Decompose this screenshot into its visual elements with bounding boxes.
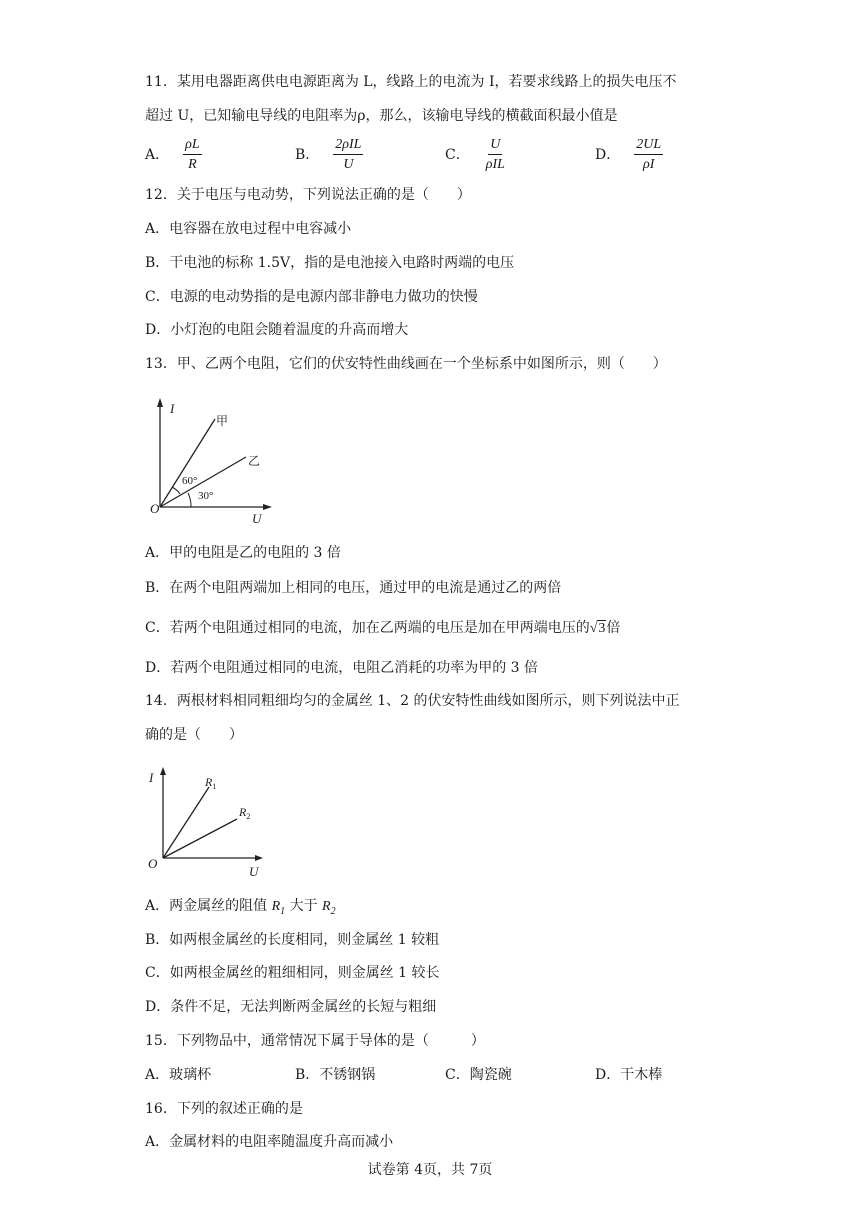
fraction bbox=[183, 136, 202, 173]
q13-option-b: B．在两个电阻两端加上相同的电压，通过甲的电流是通过乙的两倍 bbox=[145, 580, 562, 596]
subscript: 2 bbox=[330, 905, 336, 917]
option-letter: D． bbox=[595, 146, 621, 163]
symbol-r: R bbox=[322, 899, 331, 914]
denominator: R bbox=[188, 157, 197, 172]
q11-option-a bbox=[145, 136, 202, 173]
fraction bbox=[634, 136, 663, 173]
q16-stem: 16．下列的叙述正确的是 bbox=[145, 1101, 303, 1117]
option-text: C．若两个电阻通过相同的电流，加在乙两端的电压是加在甲两端电压的 bbox=[145, 620, 590, 636]
q11-stem-line1: 11．某用电器距离供电电源距离为 L，线路上的电流为 I，若要求线路上的损失电压不 bbox=[145, 74, 677, 90]
numerator: 2ρIL bbox=[333, 136, 363, 155]
q15-option-c: C．陶瓷碗 bbox=[445, 1067, 512, 1083]
denominator: ρI bbox=[642, 157, 655, 172]
option-letter: C． bbox=[445, 146, 470, 163]
option-text: A．两金属丝的阻值 bbox=[145, 898, 272, 914]
q11-option-c bbox=[445, 136, 507, 173]
y-arrow-icon bbox=[160, 767, 166, 775]
option-text-mid: 大于 bbox=[285, 898, 323, 914]
x-arrow-icon bbox=[255, 855, 263, 861]
q11-option-b bbox=[295, 136, 363, 173]
q11-option-d bbox=[595, 136, 663, 173]
q12-option-b: B．干电池的标称 1.5V，指的是电池接入电路时两端的电压 bbox=[145, 255, 515, 271]
q12-option-a: A．电容器在放电过程中电容减小 bbox=[145, 221, 352, 237]
option-letter: B． bbox=[295, 146, 320, 163]
q13-stem: 13．甲、乙两个电阻，它们的伏安特性曲线画在一个坐标系中如图所示，则（ ） bbox=[145, 356, 667, 372]
q14-iv-graph bbox=[145, 764, 270, 884]
q14-option-c: C．如两根金属丝的粗细相同，则金属丝 1 较长 bbox=[145, 965, 440, 981]
label-jia: 甲 bbox=[216, 414, 229, 428]
denominator: ρIL bbox=[485, 157, 505, 172]
q14-stem-line2: 确的是（ ） bbox=[145, 727, 243, 743]
sqrt-symbol: √3 bbox=[589, 621, 606, 636]
fraction bbox=[333, 136, 363, 173]
q13-option-c bbox=[145, 618, 620, 639]
line-r2 bbox=[163, 819, 237, 858]
axis-label-i: I bbox=[149, 770, 154, 785]
q15-stem: 15．下列物品中，通常情况下属于导体的是（ ） bbox=[145, 1033, 485, 1049]
q14-option-b: B．如两根金属丝的长度相同，则金属丝 1 较粗 bbox=[145, 932, 440, 948]
q13-iv-graph bbox=[148, 395, 278, 530]
axis-label-u: U bbox=[249, 864, 259, 879]
angle-arc-60 bbox=[172, 487, 180, 494]
denominator: U bbox=[343, 157, 354, 172]
option-letter: A． bbox=[145, 146, 170, 163]
angle-label-60: 60° bbox=[182, 475, 198, 487]
q14-option-a bbox=[145, 896, 336, 922]
origin-label: O bbox=[148, 856, 158, 871]
q15-option-b: B．不锈钢锅 bbox=[295, 1067, 376, 1083]
q11-stem-line2: 超过 U，已知输电导线的电阻率为ρ，那么，该输电导线的横截面积最小值是 bbox=[145, 108, 618, 124]
q13-option-d: D．若两个电阻通过相同的电流，电阻乙消耗的功率为甲的 3 倍 bbox=[145, 660, 539, 676]
angle-label-30: 30° bbox=[198, 490, 214, 502]
line-r1 bbox=[163, 787, 209, 858]
q15-option-d: D．干木棒 bbox=[595, 1067, 663, 1083]
axis-label-i: I bbox=[170, 401, 175, 416]
q13-option-a: A．甲的电阻是乙的电阻的 3 倍 bbox=[145, 545, 341, 561]
q14-option-d: D．条件不足，无法判断两金属丝的长短与粗细 bbox=[145, 999, 437, 1015]
label-r1: $R_1$ bbox=[205, 775, 217, 791]
q12-stem: 12．关于电压与电动势，下列说法正确的是（ ） bbox=[145, 187, 471, 203]
subscript: 1 bbox=[280, 905, 286, 917]
q14-stem-line1: 14．两根材料相同粗细均匀的金属丝 1、2 的伏安特性曲线如图所示，则下列说法中正 bbox=[145, 693, 680, 709]
q15-option-a: A．玻璃杯 bbox=[145, 1067, 212, 1083]
label-r2: $R_2$ bbox=[239, 805, 251, 821]
option-text-end: 倍 bbox=[606, 620, 621, 636]
radicand: 3 bbox=[598, 621, 606, 636]
angle-arc-30 bbox=[188, 493, 191, 507]
axis-label-u: U bbox=[252, 511, 262, 526]
fraction bbox=[484, 136, 507, 173]
page-footer: 试卷第 4页，共 7页 bbox=[367, 1162, 493, 1178]
numerator: U bbox=[488, 136, 502, 155]
q12-option-d: D．小灯泡的电阻会随着温度的升高而增大 bbox=[145, 322, 409, 338]
numerator: ρL bbox=[183, 136, 202, 155]
origin-label: O bbox=[150, 501, 160, 516]
label-yi: 乙 bbox=[248, 454, 261, 468]
q12-option-c: C．电源的电动势指的是电源内部非静电力做功的快慢 bbox=[145, 289, 478, 305]
q16-option-a: A．金属材料的电阻率随温度升高而减小 bbox=[145, 1134, 394, 1150]
numerator: 2UL bbox=[634, 136, 663, 155]
x-arrow-icon bbox=[263, 504, 272, 510]
symbol-r: R bbox=[271, 899, 281, 914]
y-arrow-icon bbox=[157, 398, 163, 407]
